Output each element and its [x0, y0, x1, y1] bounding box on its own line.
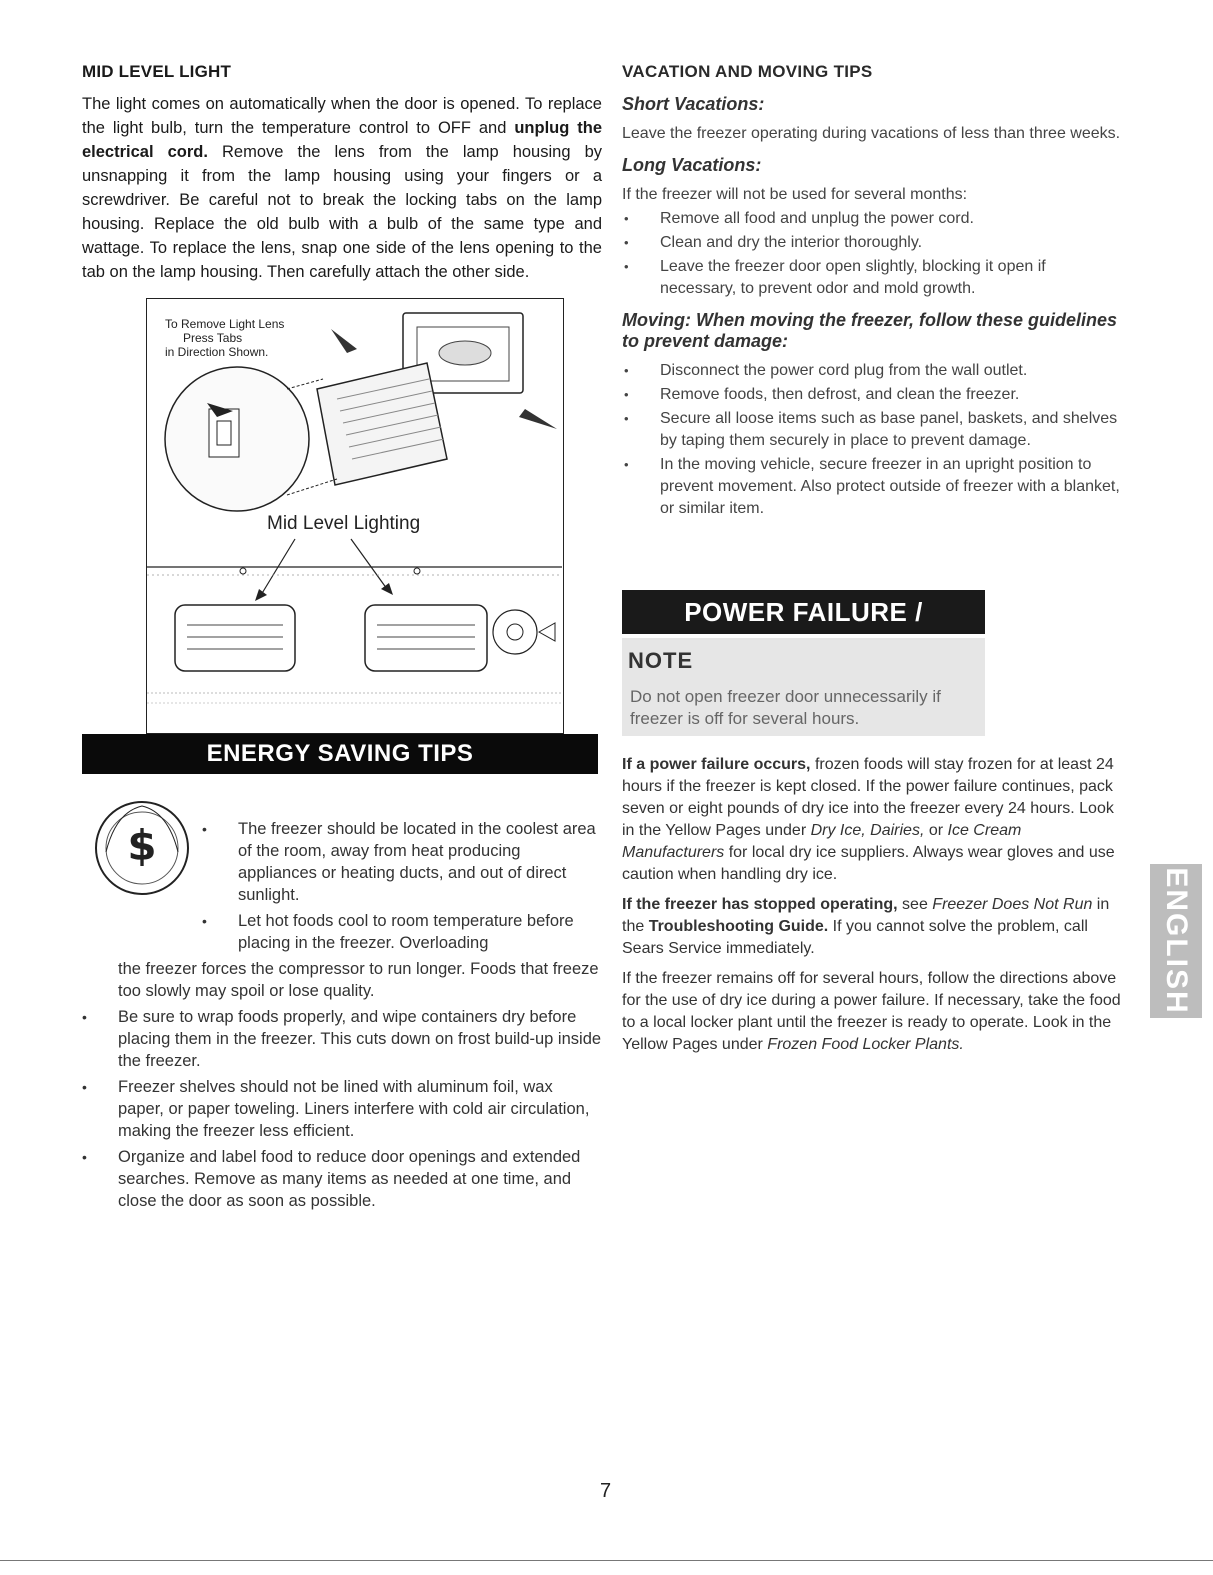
power-p1-text-a: frozen foods will stay frozen for at least 24 hours if the freezer is kept closed. If the power failure continues, pack seven or eight pounds of dry ice into the freezer every 24 hours. Look in the Yellow Pages under	[622, 756, 1114, 839]
bullet: •	[82, 1009, 87, 1025]
bullet: •	[82, 1149, 87, 1165]
long-vacations-title: Long Vacations:	[622, 155, 762, 175]
vacation-section	[622, 62, 1122, 530]
power-p2-text-b: in the	[622, 896, 1110, 935]
note-text: Do not open freezer door unnecessarily if freezer is off for several hours.	[630, 687, 941, 728]
bullet: •	[82, 1079, 87, 1095]
list-item: • Clean and dry the interior thoroughly.	[622, 232, 1122, 254]
energy-tip-4-text: Freezer shelves should not be lined with aluminum foil, wax paper, or paper toweling. Liners interfere with cold air circulation, making the freezer less efficient.	[118, 1078, 590, 1140]
energy-saving-banner: ENERGY SAVING TIPS	[82, 734, 598, 774]
power-failure-text	[622, 754, 1122, 1064]
energy-tip-3	[82, 1006, 602, 1072]
energy-tip-3-text: Be sure to wrap foods properly, and wipe containers dry before placing them in the freezer. This cuts down on frost build-up inside the freezer.	[118, 1008, 602, 1070]
mid-level-text-bold: unplug the electrical cord.	[82, 119, 602, 161]
moving-title: Moving: When moving the freezer, follow these guidelines to prevent damage:	[622, 310, 1118, 351]
power-paragraph-3	[622, 968, 1122, 1056]
power-p3-italic: Frozen Food Locker Plants.	[767, 1036, 964, 1053]
energy-tip-5	[82, 1146, 602, 1212]
bullet: •	[202, 821, 207, 837]
energy-tip-2-text-a: Let hot foods cool to room temperature before placing in the freezer. Overloading	[238, 912, 574, 952]
short-vacations-title: Short Vacations:	[622, 94, 765, 114]
english-tab-label: ENGLISH	[1160, 867, 1193, 1015]
note-title: NOTE	[628, 648, 694, 673]
list-item: • Disconnect the power cord plug from the wall outlet.	[622, 360, 1122, 382]
mid-level-section	[82, 62, 602, 284]
figure-caption-line3: in Direction Shown.	[165, 345, 269, 359]
mid-level-text-end: Remove the lens from the lamp housing by unsnapping it from the lamp housing using your fingers or a screwdriver. Be careful not to break the locking tabs on the lamp housing. Replace the old bulb with a bulb of the same type and wattage. To replace the lens, snap one side of the lens opening to the tab on the lamp housing. Then carefully attach the other side.	[82, 143, 602, 281]
power-p2-italic: Freezer Does Not Run	[932, 896, 1093, 913]
power-p2-bold: If the freezer has stopped operating,	[622, 896, 898, 913]
svg-text:$: $	[127, 821, 157, 870]
energy-tip-5-text: Organize and label food to reduce door openings and extended searches. Remove as many items as needed at one time, and close the door as soon as possible.	[118, 1148, 581, 1210]
power-p2-text-a: see	[897, 896, 933, 913]
power-p1-italic-1: Dry Ice, Dairies,	[810, 822, 925, 839]
list-item: • In the moving vehicle, secure freezer in an upright position to prevent movement. Also protect outside of freezer with a blanket, or similar item.	[622, 454, 1122, 520]
power-p1-text-c: for local dry ice suppliers. Always wear gloves and use caution when handling dry ice.	[622, 844, 1115, 883]
vacation-heading: VACATION AND MOVING TIPS	[622, 62, 873, 81]
power-p1-italic-2: Ice Cream Manufacturers	[622, 822, 1022, 861]
page-number: 7	[600, 1480, 612, 1502]
moving-list	[622, 360, 1122, 520]
power-failure-banner: POWER FAILURE /	[622, 590, 985, 634]
figure-caption-line2: Press Tabs	[183, 331, 243, 345]
list-item: • Secure all loose items such as base panel, baskets, and shelves by taping them securely in place to prevent damage.	[622, 408, 1122, 452]
power-p1-bold: If a power failure occurs,	[622, 756, 811, 773]
power-paragraph-1	[622, 754, 1122, 886]
list-item: • Remove all food and unplug the power cord.	[622, 208, 1122, 230]
power-p2-bold-2: Troubleshooting Guide.	[648, 918, 829, 935]
bullet: •	[202, 913, 207, 929]
power-paragraph-2	[622, 894, 1122, 960]
mid-level-paragraph	[82, 92, 602, 284]
mid-level-text-start: The light comes on automatically when the door is opened. To replace the light bulb, turn the temperature control to OFF and	[82, 95, 602, 137]
long-vacations-intro: If the freezer will not be used for several months:	[622, 186, 968, 203]
figure-caption	[165, 317, 284, 359]
list-item: • Leave the freezer door open slightly, blocking it open if necessary, to prevent odor and mold growth.	[622, 256, 1122, 300]
mid-level-lighting-label: Mid Level Lighting	[267, 513, 421, 534]
energy-tip-4	[82, 1076, 602, 1142]
bottom-rule	[0, 1560, 1213, 1561]
energy-tips-list	[82, 818, 602, 1216]
mid-level-heading: MID LEVEL LIGHT	[82, 62, 232, 81]
long-vacations-list	[622, 208, 1122, 300]
power-p3-text: If the freezer remains off for several hours, follow the directions above for the use of dry ice during a power failure. If necessary, take the food to a local locker plant until the freezer is ready to operate. Look in the Yellow Pages under	[622, 970, 1121, 1053]
power-p2-text-c: If you cannot solve the problem, call Sears Service immediately.	[622, 918, 1088, 957]
energy-tip-1	[82, 818, 602, 906]
energy-tip-2	[82, 910, 602, 954]
list-item: • Remove foods, then defrost, and clean the freezer.	[622, 384, 1122, 406]
figure-caption-line1: To Remove Light Lens	[165, 317, 285, 331]
energy-tip-2-continued: the freezer forces the compressor to run longer. Foods that freeze too slowly may spoil or lose quality.	[118, 960, 599, 1000]
power-p1-text-b: or	[924, 822, 948, 839]
english-side-tab	[1150, 864, 1202, 1018]
note-box	[622, 638, 985, 736]
energy-tip-1-text: The freezer should be located in the coolest area of the room, away from heat producing appliances or heating ducts, and out of direct sunlight.	[238, 820, 596, 904]
light-lens-figure	[146, 298, 564, 734]
short-vacations-text: Leave the freezer operating during vacations of less than three weeks.	[622, 125, 1121, 142]
